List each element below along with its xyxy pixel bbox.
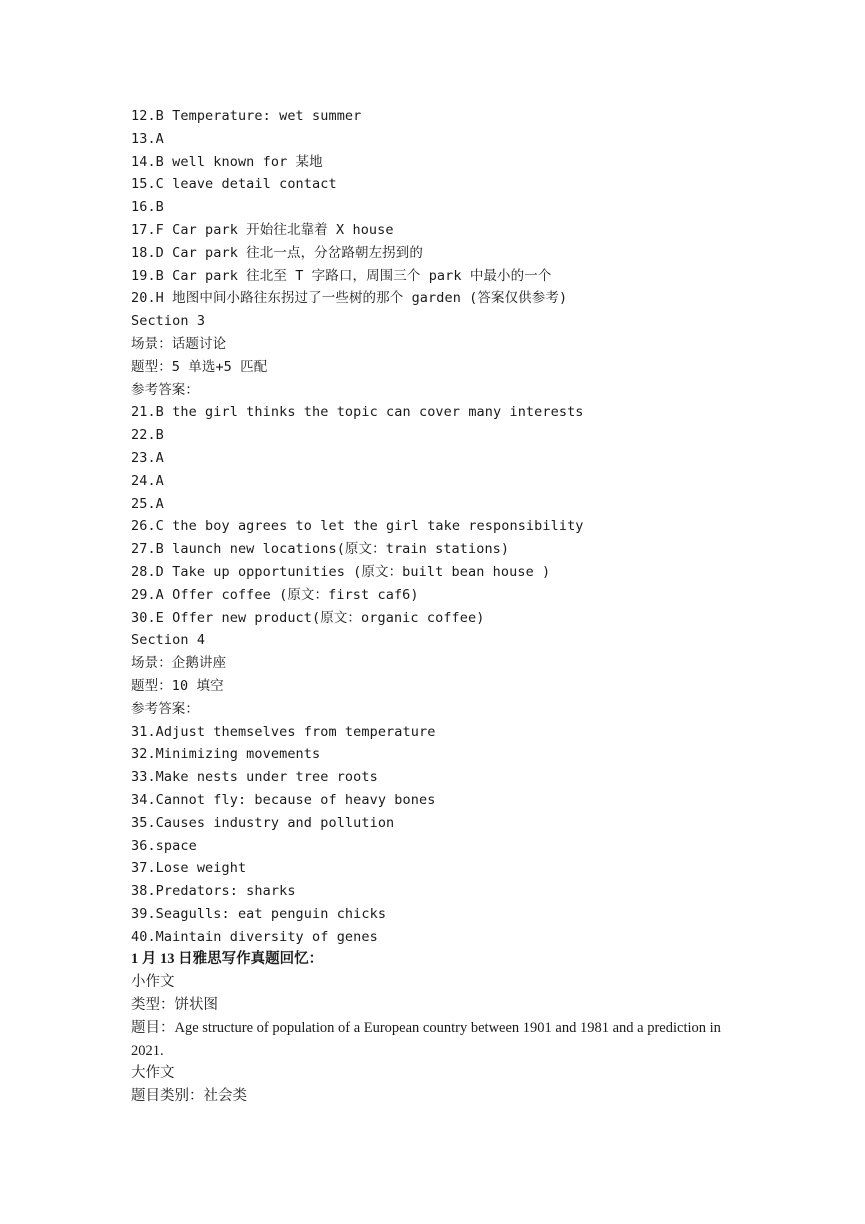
section-question-type: 题型：10 填空: [131, 677, 224, 694]
section-3: [131, 310, 751, 629]
answer-line: 39.Seagulls: eat penguin chicks: [131, 905, 387, 922]
answer-line: 33.Make nests under tree roots: [131, 769, 378, 786]
answer-line: 31.Adjust themselves from temperature: [131, 723, 436, 740]
section-scene: 场景：话题讨论: [131, 335, 227, 352]
answer-line: 13.A: [131, 130, 164, 147]
part2-answer-list: [131, 105, 751, 310]
answer-line: 21.B the girl thinks the topic can cover many interests: [131, 404, 584, 421]
answers-label: 参考答案：: [131, 381, 199, 398]
task2-category: 题目类别：社会类: [131, 1088, 247, 1105]
answer-line: 37.Lose weight: [131, 860, 247, 877]
answer-line: 20.H 地图中间小路往东拐过了一些树的那个 garden (答案仅供参考): [131, 290, 568, 307]
section-scene: 场景：企鹅讲座: [131, 655, 227, 672]
answer-line: 34.Cannot fly: because of heavy bones: [131, 791, 436, 808]
answer-line: 24.A: [131, 472, 164, 489]
task1-label: 小作文: [131, 974, 175, 991]
answer-line: 36.space: [131, 837, 197, 854]
section-4: [131, 629, 751, 948]
answer-line: 26.C the boy agrees to let the girl take responsibility: [131, 518, 584, 535]
answer-line: 22.B: [131, 427, 164, 444]
answer-line: 19.B Car park 往北至 T 字路口，周围三个 park 中最小的一个: [131, 267, 552, 284]
answer-line: 18.D Car park 往北一点，分岔路朝左拐到的: [131, 244, 423, 261]
answer-line: 12.B Temperature: wet summer: [131, 108, 362, 124]
answer-line: 17.F Car park 开始往北靠着 X house: [131, 221, 394, 238]
writing-heading: 1 月 13 日雅思写作真题回忆：: [131, 951, 324, 968]
answer-line: 32.Minimizing movements: [131, 746, 321, 763]
section-title: Section 4: [131, 632, 206, 649]
task1-topic: 题目：Age structure of population of a European country between 1901 and 1981 and a prediction in 2021.: [131, 1019, 721, 1059]
task1-type: 类型：饼状图: [131, 997, 218, 1014]
writing-section: [131, 948, 751, 1108]
answer-line: 23.A: [131, 449, 164, 466]
answer-line: 35.Causes industry and pollution: [131, 814, 395, 831]
answer-line: 27.B launch new locations(原文：train stations): [131, 541, 510, 558]
answer-line: 38.Predators: sharks: [131, 883, 296, 900]
answer-line: 29.A Offer coffee (原文：first caf6): [131, 586, 419, 603]
section-question-type: 题型：5 单选+5 匹配: [131, 358, 268, 375]
answer-line: 16.B: [131, 199, 164, 216]
task2-label: 大作文: [131, 1065, 175, 1082]
answer-line: 25.A: [131, 495, 164, 512]
answer-line: 30.E Offer new product(原文：organic coffee): [131, 609, 485, 626]
answers-label: 参考答案：: [131, 700, 199, 717]
answer-line: 28.D Take up opportunities (原文：built bean house ): [131, 563, 551, 580]
answer-line: 14.B well known for 某地: [131, 153, 323, 170]
section-title: Section 3: [131, 313, 206, 330]
answer-line: 15.C leave detail contact: [131, 176, 337, 193]
answer-line: 40.Maintain diversity of genes: [131, 928, 378, 945]
document-page: [131, 105, 751, 1108]
